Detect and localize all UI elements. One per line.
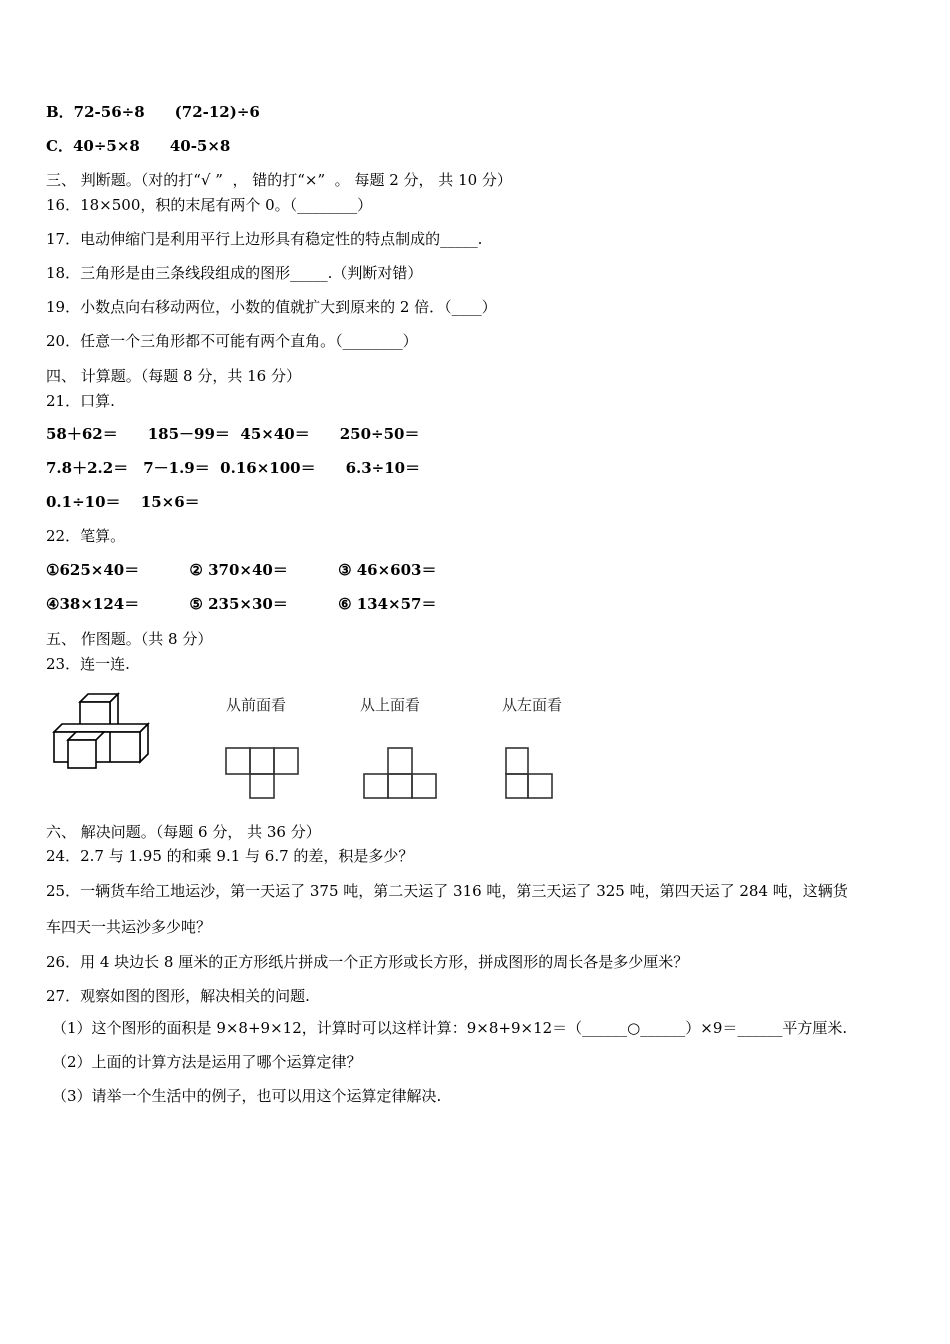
question-25-line-2: 车四天一共运沙多少吨？ <box>46 918 212 936</box>
section-3-heading: 三、 判断题。（对的打“√ ” ， 错的打“×” 。 每题 2 分， 共 10 分） <box>46 171 512 189</box>
question-25-line-1: 25．一辆货车给工地运沙，第一天运了 375 吨，第二天运了 316 吨，第三天运了 325 吨，第四天运了 284 吨，这辆货 <box>46 882 848 900</box>
question-17: 17．电动伸缩门是利用平行上边形具有稳定性的特点制成的_____. <box>46 230 483 248</box>
front-view-shape <box>224 746 304 802</box>
question-21-row-2: 7.8＋2.2＝ 7－1.9＝ 0.16×100＝ 6.3÷10＝ <box>46 459 421 477</box>
question-27: 27．观察如图的图形，解决相关的问题. <box>46 987 310 1005</box>
question-24: 24．2.7 与 1.95 的和乘 9.1 与 6.7 的差，积是多少？ <box>46 847 414 865</box>
option-b: B．72-56÷8 (72-12)÷6 <box>46 103 260 121</box>
cube-stack-drawing <box>44 690 162 780</box>
question-22-row-1: ①625×40＝ ② 370×40＝ ③ 46×603＝ <box>46 561 437 579</box>
option-c: C．40÷5×8 40-5×8 <box>46 137 231 155</box>
section-6-heading: 六、 解决问题。（每题 6 分， 共 36 分） <box>46 823 321 841</box>
question-22-row-2: ④38×124＝ ⑤ 235×30＝ ⑥ 134×57＝ <box>46 595 437 613</box>
question-26: 26．用 4 块边长 8 厘米的正方形纸片拼成一个正方形或长方形，拼成图形的周长各是多少厘米？ <box>46 953 689 971</box>
question-21-row-1: 58＋62＝ 185－99＝ 45×40＝ 250÷50＝ <box>46 425 420 443</box>
top-view-shape <box>362 746 442 802</box>
question-27-part-1: （1）这个图形的面积是 9×8+9×12，计算时可以这样计算：9×8+9×12＝（______○______）×9＝______平方厘米. <box>52 1019 848 1037</box>
question-22: 22．笔算。 <box>46 527 126 545</box>
question-23: 23．连一连. <box>46 655 130 673</box>
question-21: 21．口算. <box>46 392 115 410</box>
question-20: 20．任意一个三角形都不可能有两个直角。（________） <box>46 332 418 350</box>
section-4-heading: 四、 计算题。（每题 8 分，共 16 分） <box>46 367 301 385</box>
question-16: 16．18×500，积的末尾有两个 0。（________） <box>46 196 373 214</box>
section-5-heading: 五、 作图题。（共 8 分） <box>46 630 213 648</box>
question-18: 18．三角形是由三条线段组成的图形_____.（判断对错） <box>46 264 423 282</box>
views-figure <box>44 690 604 808</box>
question-27-part-2: （2）上面的计算方法是运用了哪个运算定律？ <box>52 1053 362 1071</box>
question-19: 19．小数点向右移动两位，小数的值就扩大到原来的 2 倍．（____） <box>46 298 497 316</box>
left-view-shape <box>502 746 562 802</box>
question-21-row-3: 0.1÷10＝ 15×6＝ <box>46 493 200 511</box>
view-label-front: 从前面看 <box>226 696 287 714</box>
question-27-part-3: （3）请举一个生活中的例子，也可以用这个运算定律解决. <box>52 1087 442 1105</box>
view-label-top: 从上面看 <box>360 696 421 714</box>
view-label-left: 从左面看 <box>502 696 563 714</box>
